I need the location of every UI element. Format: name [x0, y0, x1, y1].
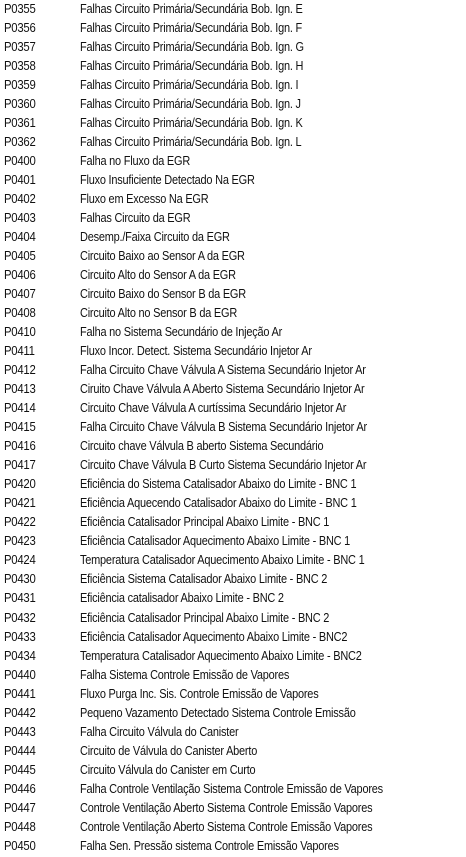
- fault-code: P0417: [4, 457, 36, 473]
- fault-description: Falhas Circuito Primária/Secundária Bob. Ign. F: [80, 20, 303, 36]
- fault-code: P0433: [4, 628, 36, 644]
- fault-description: Falhas Circuito Primária/Secundária Bob. Ign. K: [80, 115, 303, 131]
- code-row: [0, 437, 466, 456]
- fault-code: P0447: [4, 799, 36, 815]
- code-row: [0, 647, 466, 666]
- fault-code: P0362: [4, 134, 36, 150]
- fault-description: Falhas Circuito Primária/Secundária Bob. Ign. G: [80, 39, 304, 55]
- code-row: [0, 304, 466, 323]
- fault-code: P0407: [4, 286, 36, 302]
- fault-code: P0423: [4, 533, 36, 549]
- code-row: [0, 837, 466, 856]
- code-row: [0, 513, 466, 532]
- fault-code: P0434: [4, 647, 36, 663]
- code-row: [0, 38, 466, 57]
- code-row: [0, 190, 466, 209]
- code-row: [0, 589, 466, 608]
- fault-description: Circuito Alto do Sensor A da EGR: [80, 267, 236, 283]
- fault-description: Fluxo Incor. Detect. Sistema Secundário Injetor Ar: [80, 343, 312, 359]
- fault-code: P0412: [4, 362, 36, 378]
- fault-code: P0360: [4, 96, 36, 112]
- fault-code: P0443: [4, 723, 36, 739]
- code-row: [0, 780, 466, 799]
- code-row: [0, 742, 466, 761]
- fault-description: Falhas Circuito Primária/Secundária Bob. Ign. J: [80, 96, 301, 112]
- fault-description: Controle Ventilação Aberto Sistema Controle Emissão Vapores: [80, 799, 373, 815]
- code-row: [0, 628, 466, 647]
- fault-description: Falhas Circuito Primária/Secundária Bob. Ign. E: [80, 1, 303, 16]
- fault-code: P0400: [4, 153, 36, 169]
- fault-code: P0361: [4, 115, 36, 131]
- code-row: [0, 95, 466, 114]
- code-row: [0, 818, 466, 837]
- code-row: [0, 761, 466, 780]
- code-row: [0, 418, 466, 437]
- fault-code: P0422: [4, 514, 36, 530]
- fault-description: Eficiência Catalisador Principal Abaixo Limite - BNC 2: [80, 609, 330, 625]
- fault-description: Falha Sen. Pressão sistema Controle Emissão Vapores: [80, 837, 339, 853]
- code-row: [0, 475, 466, 494]
- code-row: [0, 570, 466, 589]
- fault-code: P0446: [4, 780, 36, 796]
- fault-code: P0359: [4, 77, 36, 93]
- fault-description: Eficiência Sistema Catalisador Abaixo Limite - BNC 2: [80, 571, 328, 587]
- fault-description: Falhas Circuito Primária/Secundária Bob. Ign. H: [80, 58, 304, 74]
- fault-description: Falha Sistema Controle Emissão de Vapores: [80, 666, 290, 682]
- code-row: [0, 342, 466, 361]
- fault-code: P0401: [4, 172, 36, 188]
- fault-description: Eficiência catalisador Abaixo Limite - BNC 2: [80, 590, 284, 606]
- fault-code: P0403: [4, 210, 36, 226]
- fault-code: P0356: [4, 20, 36, 36]
- fault-code: P0355: [4, 1, 36, 16]
- code-row: [0, 456, 466, 475]
- code-row: [0, 57, 466, 76]
- fault-description: Desemp./Faixa Circuito da EGR: [80, 229, 230, 245]
- code-row: [0, 723, 466, 742]
- code-row: [0, 152, 466, 171]
- fault-description: Circuito Chave Válvula A curtíssima Secundário Injetor Ar: [80, 400, 347, 416]
- fault-code: P0432: [4, 609, 36, 625]
- fault-description: Circuito Alto no Sensor B da EGR: [80, 305, 238, 321]
- code-row: [0, 228, 466, 247]
- fault-description: Falhas Circuito Primária/Secundária Bob. Ign. I: [80, 77, 299, 93]
- fault-code: P0410: [4, 324, 36, 340]
- code-row: [0, 323, 466, 342]
- fault-description: Falha Circuito Válvula do Canister: [80, 723, 239, 739]
- fault-description: Eficiência Catalisador Aquecimento Abaixo Limite - BNC2: [80, 628, 348, 644]
- code-row: [0, 685, 466, 704]
- code-row: [0, 551, 466, 570]
- fault-description: Falhas Circuito da EGR: [80, 210, 191, 226]
- code-row: [0, 0, 466, 19]
- fault-description: Circuito Chave Válvula B Curto Sistema Secundário Injetor Ar: [80, 457, 367, 473]
- code-row: [0, 247, 466, 266]
- fault-code: P0404: [4, 229, 36, 245]
- fault-code: P0415: [4, 419, 36, 435]
- fault-description: Falhas Circuito Primária/Secundária Bob. Ign. L: [80, 134, 302, 150]
- fault-code: P0402: [4, 191, 36, 207]
- fault-description: Falha Controle Ventilação Sistema Controle Emissão de Vapores: [80, 780, 383, 796]
- fault-code: P0420: [4, 476, 36, 492]
- fault-description: Circuito de Válvula do Canister Aberto: [80, 742, 258, 758]
- code-row: [0, 361, 466, 380]
- fault-description: Fluxo em Excesso Na EGR: [80, 191, 209, 207]
- fault-description: Eficiência Catalisador Aquecimento Abaixo Limite - BNC 1: [80, 533, 351, 549]
- code-row: [0, 76, 466, 95]
- fault-code: P0440: [4, 666, 36, 682]
- fault-code: P0421: [4, 495, 36, 511]
- fault-description: Circuito Baixo ao Sensor A da EGR: [80, 248, 245, 264]
- fault-code: P0357: [4, 39, 36, 55]
- fault-description: Circuito chave Válvula B aberto Sistema Secundário: [80, 438, 324, 454]
- code-row: [0, 532, 466, 551]
- fault-description: Falha Circuito Chave Válvula B Sistema Secundário Injetor Ar: [80, 419, 367, 435]
- code-row: [0, 494, 466, 513]
- fault-code: P0416: [4, 438, 36, 454]
- code-row: [0, 209, 466, 228]
- fault-code: P0411: [4, 343, 35, 359]
- fault-description: Circuito Válvula do Canister em Curto: [80, 761, 256, 777]
- fault-code: P0406: [4, 267, 36, 283]
- fault-description: Eficiência do Sistema Catalisador Abaixo do Limite - BNC 1: [80, 476, 357, 492]
- fault-description: Ciruito Chave Válvula A Aberto Sistema Secundário Injetor Ar: [80, 381, 365, 397]
- fault-description: Circuito Baixo do Sensor B da EGR: [80, 286, 246, 302]
- fault-description: Temperatura Catalisador Aquecimento Abaixo Limite - BNC2: [80, 647, 362, 663]
- fault-code: P0442: [4, 704, 36, 720]
- fault-description: Falha no Fluxo da EGR: [80, 153, 191, 169]
- fault-description: Fluxo Insuficiente Detectado Na EGR: [80, 172, 255, 188]
- code-row: [0, 799, 466, 818]
- fault-description: Eficiência Catalisador Principal Abaixo Limite - BNC 1: [80, 514, 330, 530]
- fault-code: P0448: [4, 818, 36, 834]
- fault-description: Eficiência Aquecendo Catalisador Abaixo do Limite - BNC 1: [80, 495, 357, 511]
- fault-description: Temperatura Catalisador Aquecimento Abaixo Limite - BNC 1: [80, 552, 365, 568]
- fault-code: P0408: [4, 305, 36, 321]
- code-row: [0, 19, 466, 38]
- code-row: [0, 399, 466, 418]
- fault-description: Controle Ventilação Aberto Sistema Controle Emissão Vapores: [80, 818, 373, 834]
- code-row: [0, 666, 466, 685]
- fault-code: P0450: [4, 837, 36, 853]
- code-row: [0, 285, 466, 304]
- code-row: [0, 380, 466, 399]
- code-row: [0, 704, 466, 723]
- code-row: [0, 171, 466, 190]
- fault-code: P0444: [4, 742, 36, 758]
- fault-code: P0441: [4, 685, 36, 701]
- fault-description: Fluxo Purga Inc. Sis. Controle Emissão de Vapores: [80, 685, 319, 701]
- fault-description: Pequeno Vazamento Detectado Sistema Controle Emissão: [80, 704, 356, 720]
- fault-description: Falha no Sistema Secundário de Injeção Ar: [80, 324, 283, 340]
- code-row: [0, 133, 466, 152]
- fault-code: P0430: [4, 571, 36, 587]
- code-row: [0, 266, 466, 285]
- fault-code: P0358: [4, 58, 36, 74]
- fault-code: P0413: [4, 381, 36, 397]
- fault-code: P0414: [4, 400, 36, 416]
- fault-description: Falha Circuito Chave Válvula A Sistema Secundário Injetor Ar: [80, 362, 366, 378]
- fault-code: P0445: [4, 761, 36, 777]
- code-row: [0, 609, 466, 628]
- fault-code: P0424: [4, 552, 36, 568]
- fault-code: P0431: [4, 590, 36, 606]
- fault-code: P0405: [4, 248, 36, 264]
- code-row: [0, 114, 466, 133]
